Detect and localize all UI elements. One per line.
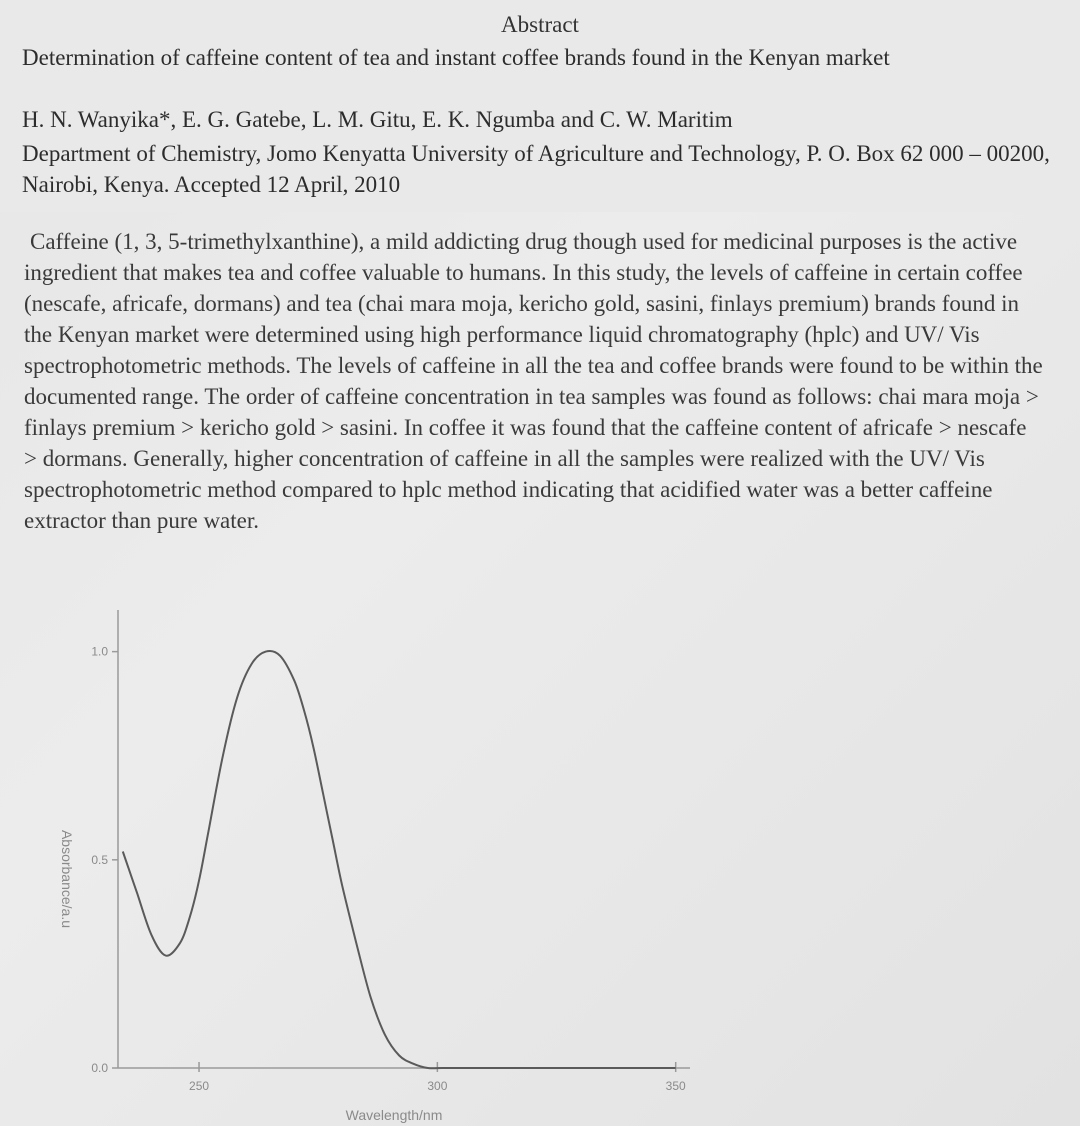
abstract-body	[24, 226, 1044, 536]
x-tick-label: 250	[189, 1079, 210, 1093]
y-tick-label: 0.0	[91, 1061, 108, 1075]
uv-spectrum-figure	[0, 590, 1080, 1126]
spectrum-line	[123, 651, 676, 1068]
x-tick-label: 300	[427, 1079, 448, 1093]
section-heading: Abstract	[501, 12, 579, 37]
abstract-paragraph: Caffeine (1, 3, 5-trimethylxanthine), a mild addicting drug though used for medicinal purposes is the active ingredient that makes tea and coffee valuable to humans. In this study, the levels of caffeine in certain coffee (nescafe, africafe, dormans) and tea (chai mara moja, kericho gold, sasini, finlays premium) brands found in the Kenyan market were determined using high performance liquid chromatography (hplc) and UV/ Vis spectrophotometric methods. The levels of caffeine in all the tea and coffee brands were found to be within the documented range. The order of caffeine concentration in tea samples was found as follows: chai mara moja > finlays premium > kericho gold > sasini. In coffee it was found that the caffeine content of africafe > nescafe > dormans. Generally, higher concentration of caffeine in all the samples were realized with the UV/ Vis spectrophotometric method compared to hplc method indicating that acidified water was a better caffeine extractor than pure water.	[24, 229, 1043, 533]
x-axis-label: Wavelength/nm	[345, 1107, 443, 1123]
paper-title: Determination of caffeine content of tea and instant coffee brands found in the Kenyan market	[22, 45, 890, 70]
x-tick-label: 350	[665, 1079, 686, 1093]
y-tick-label: 1.0	[91, 644, 108, 659]
affiliation: Department of Chemistry, Jomo Kenyatta University of Agriculture and Technology, P. O. Box 62 000 – 00200, Nairobi, Kenya. Accepted 12 April, 2010	[22, 141, 1050, 197]
y-tick-label: 0.5	[91, 852, 108, 867]
y-axis-label: Absorbance/a.u	[59, 829, 75, 929]
author-list: H. N. Wanyika*, E. G. Gatebe, L. M. Gitu, E. K. Ngumba and C. W. Maritim	[22, 107, 733, 132]
spectrum-chart	[0, 590, 1080, 1126]
